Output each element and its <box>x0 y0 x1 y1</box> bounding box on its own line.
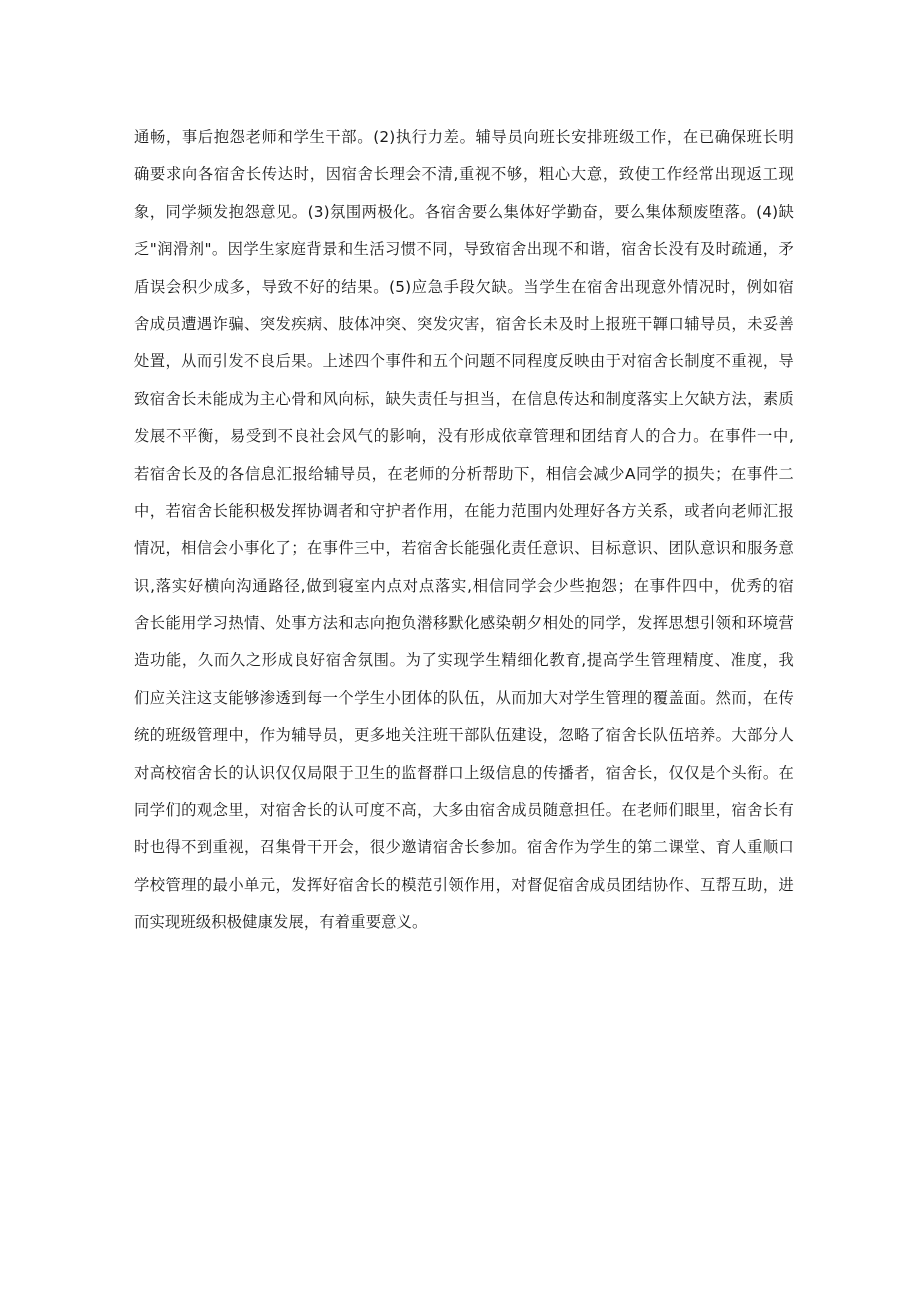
text-line-9: 发展不平衡，易受到不良社会风气的影响，没有形成依章管理和团结育人的合力。在事件一中, <box>134 427 794 446</box>
text-line-13: 识,落实好横向沟通路径,做到寝室内点对点落实,相信同学会少些抱怨；在事件四中，优秀的宿 <box>134 576 794 595</box>
text-line-10: 若宿舍长及的各信息汇报给辅导员，在老师的分析帮助下，相信会减少A同学的损失；在事件二 <box>134 464 794 483</box>
text-line-11: 中，若宿舍长能积极发挥协调者和守护者作用，在能力范围内处理好各方关系，或者向老师汇报 <box>134 501 794 520</box>
text-line-4: 乏"润滑剂"。因学生家庭背景和生活习惯不同，导致宿舍出现不和谐，宿舍长没有及时疏通，矛 <box>134 240 794 259</box>
text-line-8: 致宿舍长未能成为主心骨和风向标，缺失责任与担当，在信息传达和制度落实上欠缺方法，素质 <box>134 389 794 408</box>
text-line-19: 同学们的观念里，对宿舍长的认可度不高，大多由宿舍成员随意担任。在老师们眼里，宿舍长有 <box>134 801 794 820</box>
text-line-2: 确要求向各宿舍长传达时，因宿舍长理会不清,重视不够，粗心大意，致使工作经常出现返工现 <box>134 165 794 184</box>
text-line-3: 象，同学频发抱怨意见。(3)氛围两极化。各宿舍要么集体好学勤奋，要么集体颓废堕落。(4)缺 <box>134 202 794 221</box>
text-line-14: 舍长能用学习热情、处事方法和志向抱负潜移默化感染朝夕相处的同学，发挥思想引领和环境营 <box>134 614 794 633</box>
text-line-5: 盾误会积少成多，导致不好的结果。(5)应急手段欠缺。当学生在宿舍出现意外情况时，例如宿 <box>134 277 794 296</box>
text-line-6: 舍成员遭遇诈骗、突发疾病、肢体冲突、突发灾害，宿舍长未及时上报班干韗口辅导员，未妥善 <box>134 314 794 333</box>
text-line-1: 通畅，事后抱怨老师和学生干部。(2)执行力差。辅导员向班长安排班级工作，在已确保班长明 <box>134 128 794 146</box>
text-line-21: 学校管理的最小单元，发挥好宿舍长的模范引领作用，对督促宿舍成员团结协作、互帮互助，进 <box>134 875 794 894</box>
text-line-16: 们应关注这支能够渗透到每一个学生小团体的队伍，从而加大对学生管理的覆盖面。然而，在传 <box>134 688 794 707</box>
text-line-12: 情况，相信会小事化了；在事件三中，若宿舍长能强化责任意识、目标意识、团队意识和服务意 <box>134 539 794 558</box>
text-line-20: 时也得不到重视，召集骨干开会，很少邀请宿舍长参加。宿舍作为学生的第二课堂、育人重顺口 <box>134 838 794 857</box>
text-line-17: 统的班级管理中，作为辅导员，更多地关注班干部队伍建设，忽略了宿舍长队伍培养。大部分人 <box>134 726 794 745</box>
text-line-22: 而实现班级积极健康发展，有着重要意义。 <box>134 913 428 932</box>
text-line-15: 造功能，久而久之形成良好宿舍氛围。为了实现学生精细化教育,提高学生管理精度、准度，我 <box>134 651 794 670</box>
text-line-7: 处置，从而引发不良后果。上述四个事件和五个问题不同程度反映由于对宿舍长制度不重视，导 <box>134 352 794 371</box>
body-paragraph <box>134 119 794 942</box>
text-line-18: 对高校宿舍长的认识仅仅局限于卫生的监督群口上级信息的传播者，宿舍长，仅仅是个头衔。在 <box>134 763 794 782</box>
